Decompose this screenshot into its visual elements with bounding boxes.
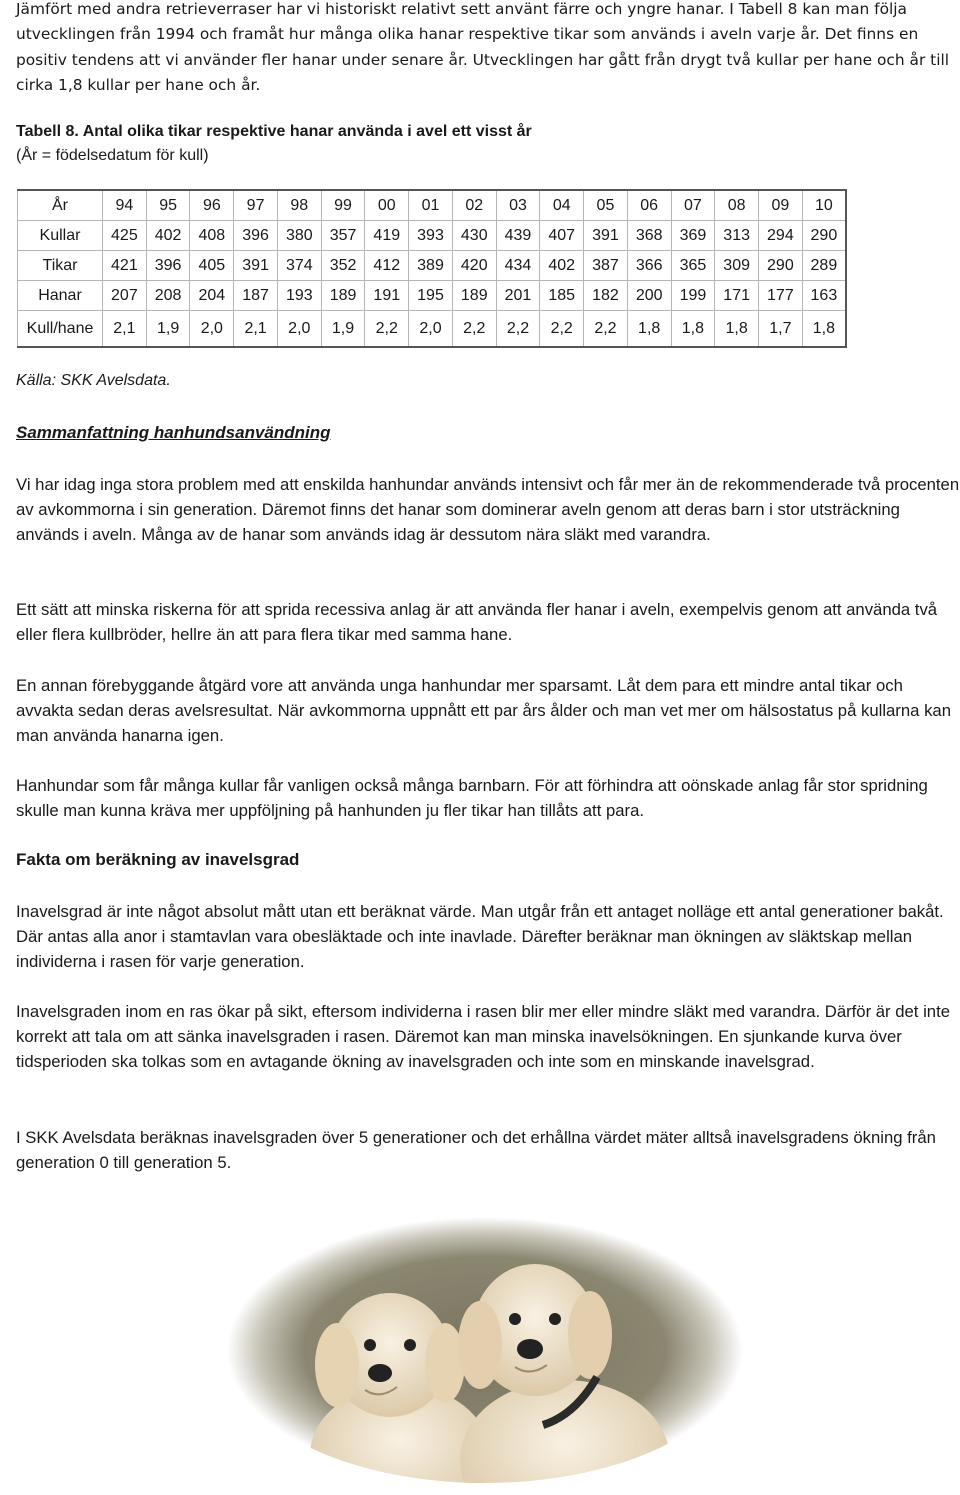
table-cell: 374: [277, 251, 321, 281]
table-cell: 189: [321, 281, 365, 311]
table-cell: 2,2: [584, 311, 628, 348]
table-cell: 2,0: [409, 311, 453, 348]
table-cell: 1,8: [627, 311, 671, 348]
table-caption: Tabell 8. Antal olika tikar respektive hanar använda i avel ett visst år: [16, 123, 532, 140]
table-cell: 95: [146, 190, 190, 221]
table-cell: 99: [321, 190, 365, 221]
table-subcaption: (År = födelsedatum för kull): [16, 147, 209, 164]
table-cell: 2,2: [365, 311, 409, 348]
inbreeding-paragraph: Inavelsgraden inom en ras ökar på sikt, eftersom individerna i rasen blir mer eller mindre släkt med varandra. Därför är det inte korrekt att tala om att sänka inavelsgraden i rasen. Däremot kan man minska inavelsökningen. En sjunkande kurva över tidsperioden ska tolkas som en avtagande ökning av inavelsgraden och inte som en minskande inavelsgrad.: [16, 1002, 950, 1071]
table-cell: 357: [321, 221, 365, 251]
table-cell: 01: [409, 190, 453, 221]
table-cell: 1,8: [715, 311, 759, 348]
table-cell: 380: [277, 221, 321, 251]
table-cell: 187: [234, 281, 278, 311]
table-cell: 2,1: [234, 311, 278, 348]
table-cell: 2,1: [103, 311, 147, 348]
table-cell: 352: [321, 251, 365, 281]
table-cell: 208: [146, 281, 190, 311]
table-cell: 1,8: [671, 311, 715, 348]
table-cell: 1,8: [802, 311, 846, 348]
table-cell: 408: [190, 221, 234, 251]
table-cell: 420: [452, 251, 496, 281]
table-cell: 177: [759, 281, 803, 311]
table-cell: 08: [715, 190, 759, 221]
table-cell: 389: [409, 251, 453, 281]
intro-paragraph: Jämfört med andra retrieverraser har vi historiskt relativt sett använt färre och yngre hanar. I Tabell 8 kan man följa utvecklingen från 1994 och framåt hur många olika hanar respektive tikar som används i aveln varje år. Det finns en positiv tendens att vi använder fler hanar under senare år. Utvecklingen har gått från drygt två kullar per hane och år till cirka 1,8 kullar per hane och år.: [16, 0, 950, 95]
inbreeding-paragraph: I SKK Avelsdata beräknas inavelsgraden över 5 generationer och det erhållna värdet mäter alltså inavelsgradens ökning från generation 0 till generation 5.: [16, 1128, 936, 1172]
puppies-photo: [225, 1215, 745, 1485]
table-row: [18, 221, 847, 251]
row-header-cell: Tikar: [18, 251, 103, 281]
table-cell: 387: [584, 251, 628, 281]
table-cell: 10: [802, 190, 846, 221]
table-row: [18, 281, 847, 311]
table-cell: 163: [802, 281, 846, 311]
table-cell: 200: [627, 281, 671, 311]
breeding-stats-table: [17, 189, 847, 348]
table-cell: 294: [759, 221, 803, 251]
table-cell: 185: [540, 281, 584, 311]
table-cell: 365: [671, 251, 715, 281]
table-cell: 407: [540, 221, 584, 251]
table-cell: 1,9: [321, 311, 365, 348]
table-cell: 07: [671, 190, 715, 221]
table-cell: 96: [190, 190, 234, 221]
inbreeding-paragraph: Inavelsgrad är inte något absolut mått utan ett beräknat värde. Man utgår från ett antaget nolläge ett antal generationer bakåt. Där antas alla anor i stamtavlan vara obesläktade och inte inavlade. Därefter beräknar man ökningen av släktskap mellan individerna i rasen för varje generation.: [16, 902, 944, 971]
table-cell: 06: [627, 190, 671, 221]
table-cell: 391: [234, 251, 278, 281]
section-title-inbreeding: Fakta om beräkning av inavelsgrad: [16, 850, 300, 869]
table-cell: 369: [671, 221, 715, 251]
table-cell: 439: [496, 221, 540, 251]
table-cell: 421: [103, 251, 147, 281]
table-cell: 1,9: [146, 311, 190, 348]
table-cell: 182: [584, 281, 628, 311]
table-cell: 09: [759, 190, 803, 221]
table-cell: 405: [190, 251, 234, 281]
table-cell: 201: [496, 281, 540, 311]
table-cell: 393: [409, 221, 453, 251]
table-cell: 204: [190, 281, 234, 311]
table-cell: 2,2: [452, 311, 496, 348]
table-cell: 193: [277, 281, 321, 311]
table-cell: 03: [496, 190, 540, 221]
table-cell: 2,2: [496, 311, 540, 348]
table-cell: 434: [496, 251, 540, 281]
summary-paragraph: Hanhundar som får många kullar får vanligen också många barnbarn. För att förhindra att oönskade anlag får stor spridning skulle man kunna kräva mer uppföljning på hanhunden ju fler tikar han tillåts att para.: [16, 776, 928, 820]
table-cell: 2,0: [277, 311, 321, 348]
table-cell: 396: [146, 251, 190, 281]
table-cell: 425: [103, 221, 147, 251]
table-cell: 289: [802, 251, 846, 281]
table-cell: 412: [365, 251, 409, 281]
table-cell: 396: [234, 221, 278, 251]
summary-paragraph: Ett sätt att minska riskerna för att sprida recessiva anlag är att använda fler hanar i aveln, exempelvis genom att använda två eller flera kullbröder, hellre än att para flera tikar med samma hane.: [16, 600, 938, 644]
table-cell: 00: [365, 190, 409, 221]
table-cell: 191: [365, 281, 409, 311]
table-cell: 402: [540, 251, 584, 281]
table-cell: 04: [540, 190, 584, 221]
table-cell: 430: [452, 221, 496, 251]
summary-paragraph: Vi har idag inga stora problem med att enskilda hanhundar används intensivt och får mer än de rekommenderade två procenten av avkommorna i sin generation. Däremot finns det hanar som dominerar aveln genom att deras barn i stor utsträckning används i aveln. Många av de hanar som används idag är dessutom nära släkt med varandra.: [16, 475, 960, 544]
table-cell: 290: [759, 251, 803, 281]
table-cell: 313: [715, 221, 759, 251]
table-cell: 05: [584, 190, 628, 221]
table-cell: 2,0: [190, 311, 234, 348]
table-cell: 98: [277, 190, 321, 221]
table-row: [18, 190, 847, 221]
summary-paragraph: En annan förebyggande åtgärd vore att använda unga hanhundar mer sparsamt. Låt dem para ett mindre antal tikar och avvakta sedan deras avelsresultat. När avkommorna uppnått ett par års ålder och man vet mer om hälsostatus på kullarna kan man använda hanarna igen.: [16, 676, 951, 745]
table-row: [18, 251, 847, 281]
table-cell: 419: [365, 221, 409, 251]
table-cell: 199: [671, 281, 715, 311]
table-cell: 402: [146, 221, 190, 251]
table-cell: 189: [452, 281, 496, 311]
table-cell: 2,2: [540, 311, 584, 348]
table-cell: 290: [802, 221, 846, 251]
table-cell: 368: [627, 221, 671, 251]
table-row: [18, 311, 847, 348]
table-cell: 309: [715, 251, 759, 281]
table-cell: 366: [627, 251, 671, 281]
table-cell: 207: [103, 281, 147, 311]
section-title-summary: Sammanfattning hanhundsanvändning: [16, 423, 331, 442]
row-header-cell: Kull/hane: [18, 311, 103, 348]
table-cell: 94: [103, 190, 147, 221]
row-header-cell: Hanar: [18, 281, 103, 311]
table-cell: 171: [715, 281, 759, 311]
row-header-cell: Kullar: [18, 221, 103, 251]
source-note: Källa: SKK Avelsdata.: [16, 372, 171, 389]
table-cell: 02: [452, 190, 496, 221]
table-cell: 97: [234, 190, 278, 221]
table-cell: 1,7: [759, 311, 803, 348]
table-cell: 195: [409, 281, 453, 311]
table-cell: 391: [584, 221, 628, 251]
row-header-cell: År: [18, 190, 103, 221]
